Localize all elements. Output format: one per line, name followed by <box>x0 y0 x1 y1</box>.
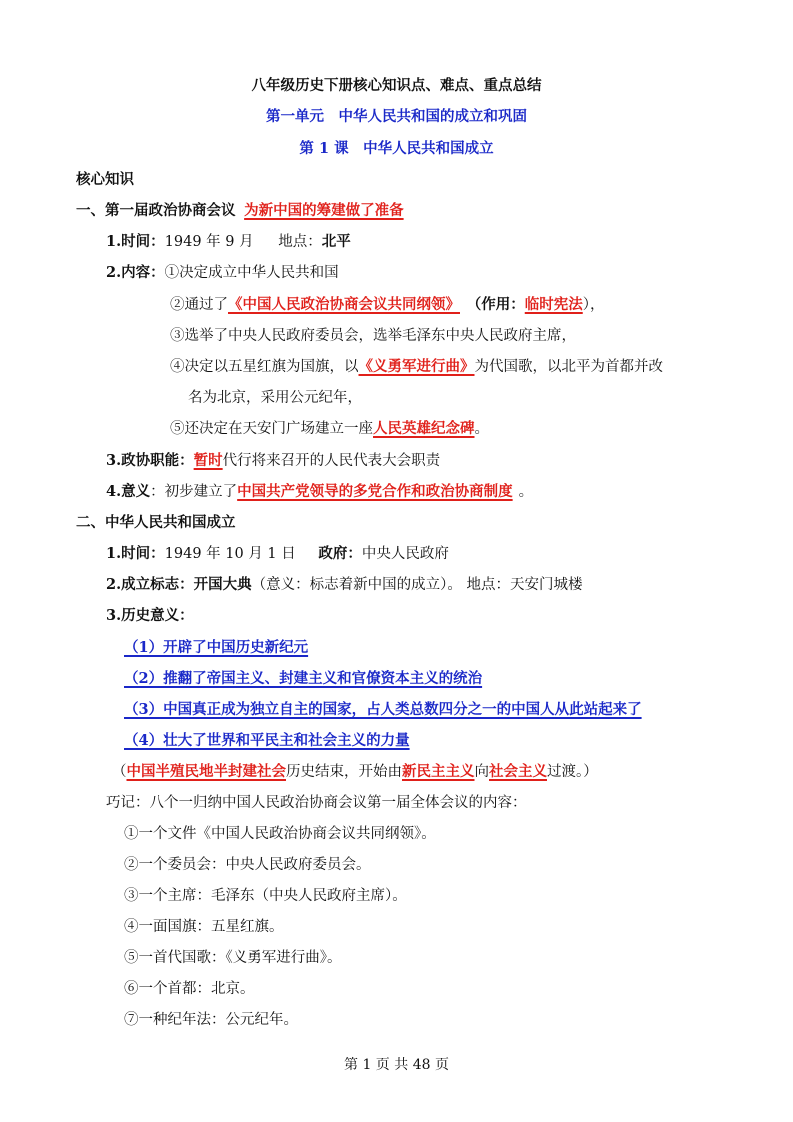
s1-c4-pre: ④决定以五星红旗为国旗，以 <box>170 359 359 375</box>
s2-gov-value: 中央人民政府 <box>361 546 449 562</box>
s2-note-mid-1: 历史结束，开始由 <box>286 764 402 780</box>
s1-c5-post: 。 <box>474 421 489 437</box>
s1-function-highlight: 暂时 <box>193 452 223 469</box>
s2-meaning-3: （3）中国真正成为独立自主的国家，占人类总数四分之一的中国人从此站起来了 <box>124 701 642 718</box>
lesson-title: 第 1 课 中华人民共和国成立 <box>299 140 494 157</box>
s2-time-value: 1949 年 10 月 1 日 <box>164 546 296 562</box>
s2-meaning-label: 3.历史意义： <box>106 607 194 624</box>
s1-content-label: 2.内容： <box>106 264 165 281</box>
s1-significance-highlight: 中国共产党领导的多党合作和政治协商制度 <box>237 483 513 500</box>
s2-mark-text: （意义：标志着新中国的成立）。 地点：天安门城楼 <box>251 577 583 593</box>
s2-mark-row <box>106 575 583 595</box>
mnemonic-intro: 巧记：八个一归纳中国人民政治协商会议第一届全体会议的内容： <box>106 795 527 811</box>
s2-meaning-1: （1）开辟了中国历史新纪元 <box>124 639 309 656</box>
s2-time-row <box>106 544 449 564</box>
s1-c2-mid: （作用： <box>474 296 525 313</box>
mnemonic-item: ①一个文件《中国人民政治协商会议共同纲领》。 <box>124 826 436 842</box>
s2-note-highlight-3: 社会主义 <box>489 763 547 780</box>
s1-time-label: 1.时间： <box>106 233 165 250</box>
s2-meaning-4: （4）壮大了世界和平民主和社会主义的力量 <box>124 732 410 749</box>
s1-c5-pre: ⑤还决定在天安门广场建立一座 <box>170 421 373 437</box>
s2-mark-value: 开国大典 <box>193 576 252 593</box>
section-2-heading: 二、中华人民共和国成立 <box>76 514 236 531</box>
s2-note-highlight-2: 新民主主义 <box>402 763 475 780</box>
s1-significance-row <box>106 482 533 502</box>
s2-note-open: （ <box>112 764 127 780</box>
s1-significance-label: 4.意义 <box>106 483 151 500</box>
s1-c5-highlight: 人民英雄纪念碑 <box>373 420 475 437</box>
core-knowledge-label: 核心知识 <box>76 171 134 188</box>
section-1-heading-note: 为新中国的筹建做了准备 <box>244 202 404 219</box>
s2-meaning-2: （2）推翻了帝国主义、封建主义和官僚资本主义的统治 <box>124 670 483 687</box>
s1-time-value: 1949 年 9 月 <box>164 234 254 250</box>
s1-content-4 <box>170 357 663 377</box>
mnemonic-item: ③一个主席：毛泽东（中央人民政府主席）。 <box>124 888 407 904</box>
s1-c2-pre: ②通过了 <box>170 297 228 313</box>
s1-place-label: 地点： <box>278 234 322 250</box>
s1-function-row <box>106 451 440 471</box>
s1-content-3: ③选举了中央人民政府委员会，选举毛泽东中央人民政府主席， <box>170 328 576 344</box>
section-1-heading-text: 一、第一届政治协商会议 <box>76 202 236 219</box>
s2-transition-note <box>112 762 598 782</box>
s2-note-post: 过渡。） <box>547 764 598 780</box>
s1-function-label: 3.政协职能： <box>106 452 194 469</box>
s2-mark-label: 2.成立标志： <box>106 576 194 593</box>
s1-significance-pre: ：初步建立了 <box>150 484 238 500</box>
mnemonic-item: ④一面国旗：五星红旗。 <box>124 919 284 935</box>
s2-note-highlight-1: 中国半殖民地半封建社会 <box>126 763 286 780</box>
s1-content-row <box>106 263 339 283</box>
s1-time-row <box>106 232 351 252</box>
s1-content-5 <box>170 419 489 439</box>
s1-content-2 <box>170 295 605 315</box>
s1-content-1: ①决定成立中华人民共和国 <box>164 265 339 281</box>
unit-title: 第一单元 中华人民共和国的成立和巩固 <box>266 108 527 125</box>
s1-c2-highlight: 《中国人民政治协商会议共同纲领》 <box>228 296 460 313</box>
s1-significance-post: 。 <box>518 484 534 500</box>
mnemonic-item: ⑦一种纪年法：公元纪年。 <box>124 1012 298 1028</box>
s1-content-4-cont: 名为北京，采用公元纪年， <box>188 390 362 406</box>
s1-place-value: 北平 <box>321 233 351 250</box>
s1-c4-highlight: 《义勇军进行曲》 <box>358 358 475 375</box>
s1-function-text: 代行将来召开的人民代表大会职责 <box>222 453 441 469</box>
mnemonic-item: ⑤一首代国歌：《义勇军进行曲》。 <box>124 950 342 966</box>
mnemonic-item: ⑥一个首都：北京。 <box>124 981 255 997</box>
mnemonic-item: ②一个委员会：中央人民政府委员会。 <box>124 857 371 873</box>
s2-time-label: 1.时间： <box>106 545 165 562</box>
document-title: 八年级历史下册核心知识点、难点、重点总结 <box>251 77 542 94</box>
s1-c2-highlight-2: 临时宪法 <box>524 296 583 313</box>
page-footer: 第 1 页 共 48 页 <box>344 1057 449 1073</box>
s2-note-mid-2: 向 <box>474 764 489 780</box>
s1-c2-post: ）， <box>582 297 605 313</box>
s2-gov-label: 政府： <box>318 545 362 562</box>
section-1-heading <box>76 201 404 221</box>
s1-c4-post: 为代国歌，以北平为首都并改 <box>474 359 663 375</box>
